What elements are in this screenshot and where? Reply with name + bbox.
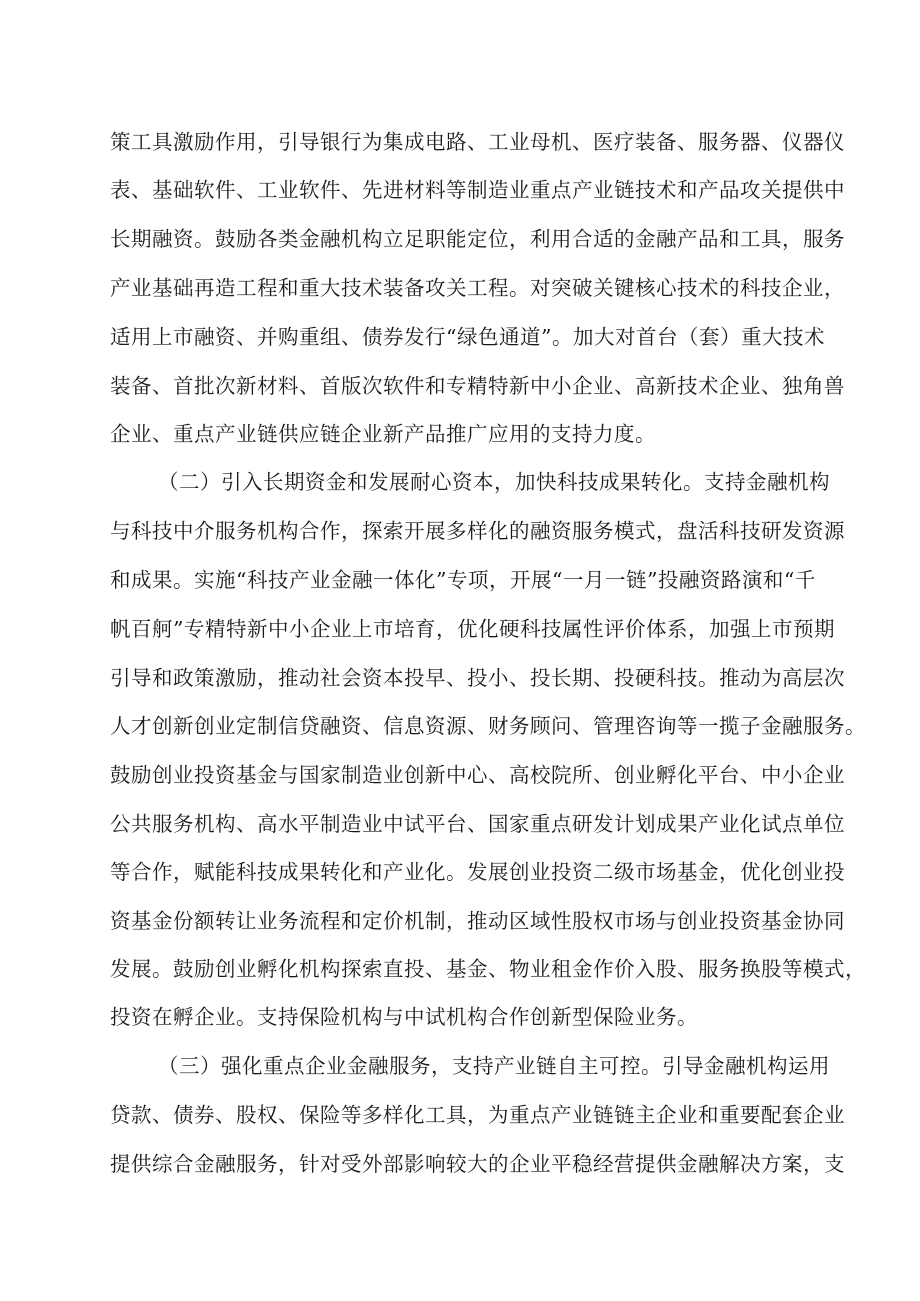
text-line: 等合作，赋能科技成果转化和产业化。发展创业投资二级市场基金，优化创业投: [110, 860, 845, 884]
text-line: 资基金份额转让业务流程和定价机制，推动区域性股权市场与创业投资基金协同: [110, 909, 845, 933]
text-line: 表、基础软件、工业软件、先进材料等制造业重点产业链技术和产品攻关提供中: [110, 178, 845, 202]
text-line: 发展。鼓励创业孵化机构探索直投、基金、物业租金作价入股、服务换股等模式，: [110, 957, 866, 981]
text-line: 长期融资。鼓励各类金融机构立足职能定位，利用合适的金融产品和工具，服务: [110, 227, 845, 251]
section-2-heading-line: （二）引入长期资金和发展耐心资本，加快科技成果转化。支持金融机构: [158, 470, 830, 494]
text-line: 提供综合金融服务，针对受外部影响较大的企业平稳经营提供金融解决方案，支: [110, 1152, 845, 1176]
text-line: 公共服务机构、高水平制造业中试平台、国家重点研发计划成果产业化试点单位: [110, 812, 845, 836]
text-line: 产业基础再造工程和重大技术装备攻关工程。对突破关键核心技术的科技企业，: [110, 276, 845, 300]
text-line: 和成果。实施“科技产业金融一体化”专项，开展“一月一链”投融资路演和“千: [110, 568, 816, 592]
text-line: 适用上市融资、并购重组、债券发行“绿色通道”。加大对首台（套）重大技术: [110, 325, 825, 349]
text-line: 帆百舸”专精特新中小企业上市培育，优化硬科技属性评价体系，加强上市预期: [110, 617, 835, 641]
text-line: 与科技中介服务机构合作，探索开展多样化的融资服务模式，盘活科技研发资源: [110, 519, 845, 543]
text-line: 装备、首批次新材料、首版次软件和专精特新中小企业、高新技术企业、独角兽: [110, 374, 845, 398]
text-line: 鼓励创业投资基金与国家制造业创新中心、高校院所、创业孵化平台、中小企业: [110, 763, 845, 787]
text-line: 企业、重点产业链供应链企业新产品推广应用的支持力度。: [110, 422, 656, 446]
text-line: 人才创新创业定制信贷融资、信息资源、财务顾问、管理咨询等一揽子金融服务。: [110, 714, 866, 738]
text-line: 贷款、债券、股权、保险等多样化工具，为重点产业链链主企业和重要配套企业: [110, 1103, 845, 1127]
text-line: 策工具激励作用，引导银行为集成电路、工业母机、医疗装备、服务器、仪器仪: [110, 130, 845, 154]
text-line: 投资在孵企业。支持保险机构与中试机构合作创新型保险业务。: [110, 1005, 698, 1029]
text-line: 引导和政策激励，推动社会资本投早、投小、投长期、投硬科技。推动为高层次: [110, 666, 845, 690]
section-3-heading-line: （三）强化重点企业金融服务，支持产业链自主可控。引导金融机构运用: [158, 1054, 830, 1078]
